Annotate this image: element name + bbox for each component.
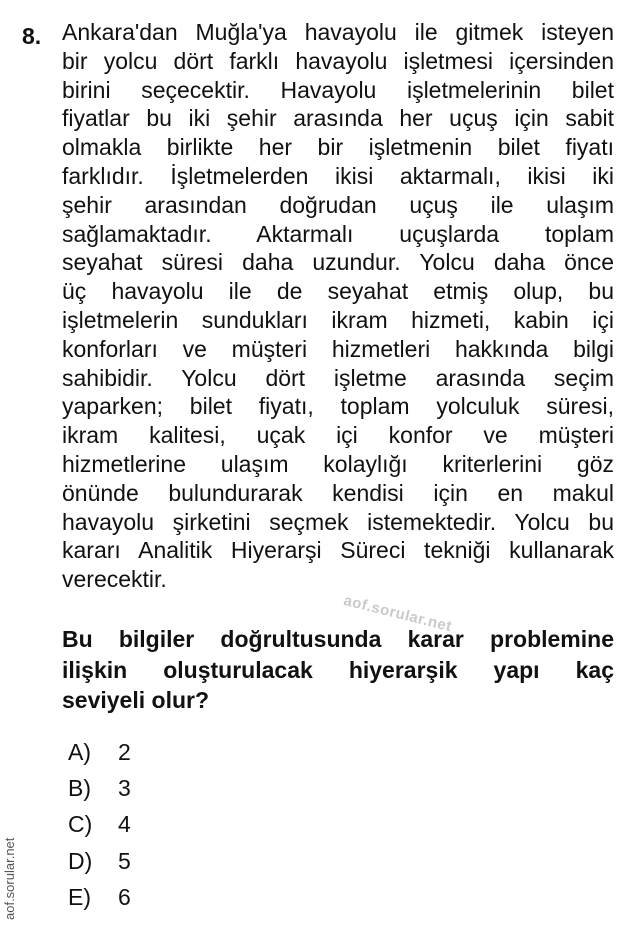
stem-line: kararı Analitik Hiyerarşi Süreci tekniği kullanarak [62, 537, 614, 564]
option-b[interactable] [68, 770, 131, 806]
option-text: 3 [118, 775, 131, 802]
option-d[interactable] [68, 843, 131, 879]
stem-line: havayolu şirketini seçmek istemektedir. Yolcu bu [62, 508, 614, 535]
option-e[interactable] [68, 879, 131, 915]
stem-line: işletmelerin sundukları ikram hizmeti, kabin içi [62, 306, 614, 333]
option-c[interactable] [68, 806, 131, 842]
stem-line: yaparken; bilet fiyatı, toplam yolculuk süresi, [62, 393, 614, 420]
stem-line: önünde bulundurarak kendisi için en makul [62, 479, 614, 506]
question-stem [62, 18, 614, 594]
option-letter: D) [68, 847, 93, 874]
stem-line: birini seçecektir. Havayolu işletmelerinin bilet [62, 76, 614, 103]
prompt-line: ilişkin oluşturulacak hiyerarşik yapı kaç [62, 656, 614, 683]
question-number: 8. [22, 23, 42, 49]
option-a[interactable] [68, 734, 131, 770]
option-text: 4 [118, 811, 131, 838]
stem-line: fiyatlar bu iki şehir arasında her uçuş için sabit [62, 105, 614, 132]
stem-line: bir yolcu dört farklı havayolu işletmesi içersinden [62, 47, 614, 74]
watermark-side: aof.sorular.net [2, 837, 17, 920]
option-text: 2 [118, 739, 131, 765]
prompt-line: seviyeli olur? [62, 687, 210, 713]
option-letter: C) [68, 811, 93, 838]
watermark-diagonal: aof.sorular.net [341, 592, 454, 636]
question-prompt [62, 624, 614, 716]
stem-line: sahibidir. Yolcu dört işletme arasında seçim [62, 364, 614, 391]
option-letter: E) [68, 883, 91, 910]
option-text: 6 [118, 883, 131, 910]
stem-line: hizmetlerine ulaşım kolaylığı kriterlerini göz [62, 450, 614, 477]
stem-line: verecektir. [62, 566, 167, 593]
stem-line: sağlamaktadır. Aktarmalı uçuşlarda toplam [62, 220, 614, 247]
stem-line: konforları ve müşteri hizmetleri hakkında bilgi [62, 335, 614, 362]
stem-line: şehir arasından doğrudan uçuş ile ulaşım [62, 191, 614, 218]
prompt-line: Bu bilgiler doğrultusunda karar problemine [62, 626, 614, 652]
stem-line: seyahat süresi daha uzundur. Yolcu daha önce [62, 249, 614, 276]
stem-line: üç havayolu ile de seyahat etmiş olup, bu [62, 278, 614, 305]
stem-line: olmakla birlikte her bir işletmenin bilet fiyatı [62, 134, 614, 161]
answer-options [68, 734, 131, 915]
option-text: 5 [118, 847, 131, 874]
stem-line: farklıdır. İşletmelerden ikisi aktarmalı, ikisi iki [62, 162, 614, 189]
stem-line: ikram kalitesi, uçak içi konfor ve müşteri [62, 422, 614, 449]
option-letter: A) [68, 739, 91, 765]
option-letter: B) [68, 775, 91, 802]
stem-line: Ankara'dan Muğla'ya havayolu ile gitmek isteyen [62, 19, 614, 45]
